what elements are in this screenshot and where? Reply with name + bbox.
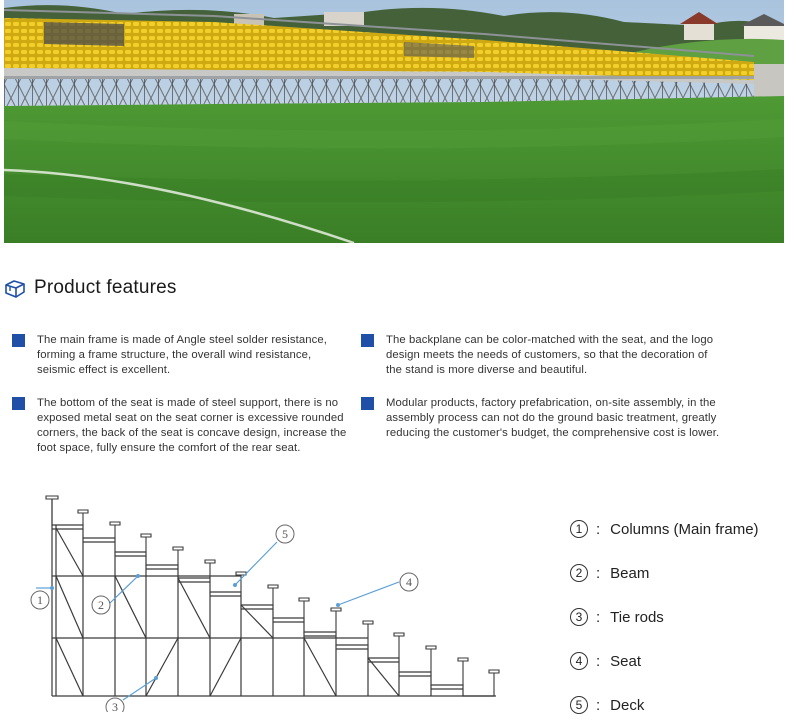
feature-text: The bottom of the seat is made of steel support, there is no exposed metal seat on the seat corner is excessive rounded corners, the back of the seat is concave design, increase the foot space, fully ensure the comfort of the rear seat.	[37, 397, 347, 454]
legend-colon: :	[596, 696, 601, 714]
legend-number: 4	[570, 652, 588, 670]
callout-4-label: 4	[406, 575, 412, 589]
callout-3-label: 3	[112, 700, 118, 712]
feature-text: The main frame is made of Angle steel solder resistance, forming a frame structure, the overall wind resistance, seismic effect is excellent.	[37, 334, 328, 376]
stadium-photo	[4, 0, 784, 243]
box-icon	[4, 277, 26, 299]
legend-colon: :	[596, 520, 601, 538]
feature-text: The backplane can be color-matched with the seat, and the logo design meets the needs of customers, so that the decoration of the stand is more diverse and beautiful.	[386, 334, 714, 376]
feature-item	[361, 396, 721, 441]
feature-item	[12, 333, 352, 378]
section-header	[4, 274, 177, 302]
legend-item-deck	[570, 683, 759, 727]
square-bullet-icon	[361, 334, 374, 347]
legend-label: Beam	[610, 564, 650, 582]
legend-label: Deck	[610, 696, 645, 714]
legend-number: 1	[570, 520, 588, 538]
legend-number: 3	[570, 608, 588, 626]
feature-item	[361, 333, 721, 378]
diagram-legend	[570, 507, 759, 727]
legend-number: 2	[570, 564, 588, 582]
section-title: Product features	[34, 277, 177, 298]
legend-item-tie-rods	[570, 595, 759, 639]
legend-item-columns	[570, 507, 759, 551]
callout-1-label: 1	[37, 593, 43, 607]
legend-item-seat	[570, 639, 759, 683]
legend-colon: :	[596, 608, 601, 626]
square-bullet-icon	[12, 397, 25, 410]
feature-item	[12, 396, 352, 456]
legend-colon: :	[596, 564, 601, 582]
callout-2-label: 2	[98, 598, 104, 612]
legend-label: Tie rods	[610, 608, 664, 626]
legend-label: Seat	[610, 652, 642, 670]
square-bullet-icon	[361, 397, 374, 410]
square-bullet-icon	[12, 334, 25, 347]
grandstand-structure-diagram	[26, 488, 526, 712]
callout-5-label: 5	[282, 527, 288, 541]
legend-number: 5	[570, 696, 588, 714]
feature-text: Modular products, factory prefabrication, on-site assembly, in the assembly process can not do the ground basic treatment, greatly reducing the customer's budget, the comprehensive cost is lower.	[386, 397, 720, 439]
legend-colon: :	[596, 652, 601, 670]
legend-label: Columns (Main frame)	[610, 520, 759, 538]
legend-item-beam	[570, 551, 759, 595]
